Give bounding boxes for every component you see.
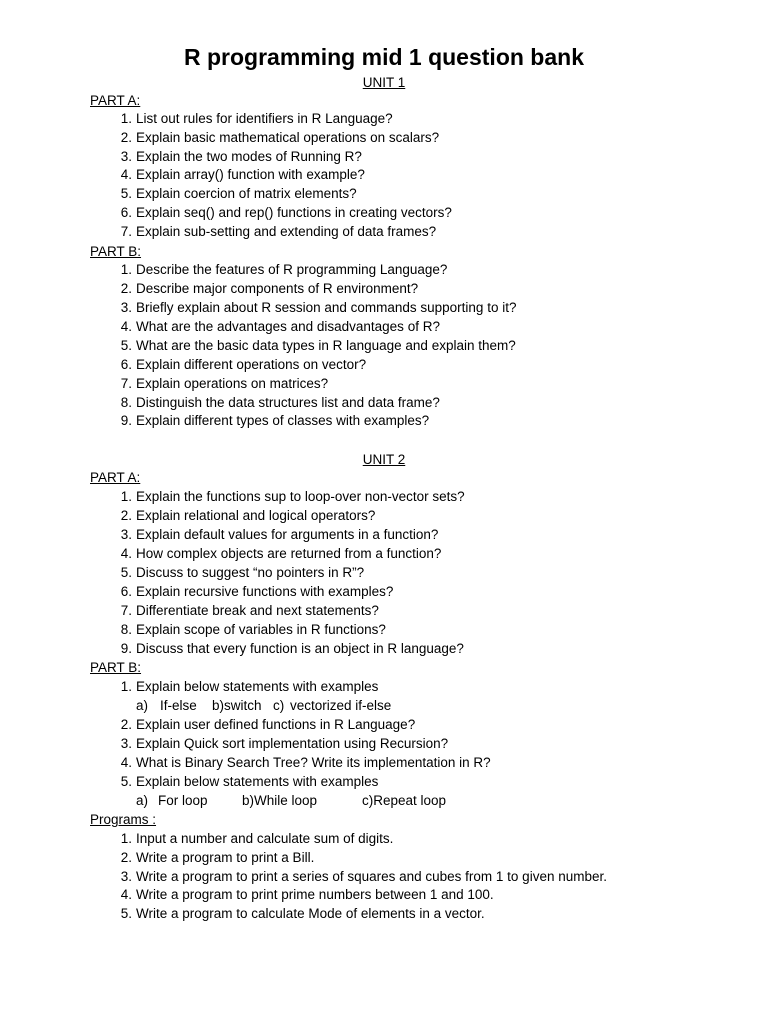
unit2-part-a-label: PART A: — [90, 470, 141, 485]
sub-item-for-loop: For loop — [158, 793, 208, 808]
unit1-part-b-label: PART B: — [90, 244, 142, 259]
unit1-part-a-label: PART A: — [90, 93, 141, 108]
sub-item-switch: b)switch — [212, 698, 262, 713]
unit2-heading: UNIT 2 — [362, 452, 406, 467]
sub-item-repeat-loop: c)Repeat loop — [362, 793, 447, 808]
programs-label: Programs : — [90, 812, 157, 827]
sub-item-while-loop: b)While loop — [242, 793, 318, 808]
sub-item-if-else: If-else — [160, 698, 197, 713]
unit2-part-b-label: PART B: — [90, 660, 142, 675]
sub-item-a: a) — [136, 793, 149, 808]
sub-item-a: a) — [136, 698, 149, 713]
document-page: R programming mid 1 question bank UNIT 1 PART A: 1. List out rules for identifiers in R Language? 2. Explain basic mathematical operations on scalars? 3. Explain the two modes of Running R? 4. Explain array() function with example? 5. Explain coercion of matrix elements? 6. Explain seq() and rep() functions in creating vectors? 7. Explain sub-setting and extending of data frames? PART B: 1. Describe the features of R programming Language? 2. Describe major components of R environment? 3. Briefly explain about R session and commands supporting to it? 4. What are the advantages and disadvantages of R? 5. What are the basic data types in R language and explain them? 6. Explain different operations on vector? 7. Explain operations on matrices? 8. Distinguish the data structures list and data frame? 9. Explain different types of classes with examples? UNIT 2 PART A: 1. Explain the functions sup to loop-over non-vector sets? 2. Explain relational and logical operators? 3. Explain default values for arguments in a function? 4. How complex objects are returned from a function? 5. Discuss to suggest “no pointers in R”? 6. Explain recursive functions with examples? 7. Differentiate break and next statements? 8. Explain scope of variables in R functions? 9. Discuss that every function is an object in R language? PART B: 1. Explain below statements with examples a) If-else b)switch c) vectorized if-else 2. Explain user defined functions in R Language? 3. Explain Quick sort implementation using Recursion? 4. What is Binary Search Tree? Write its implementation in R? 5. Explain below statements with examples a) For loop b)While loop c)Repeat loop Programs : 1. Input a number and calculate sum of digits. 2. Write a program to print a Bill. 3. Write a program to print a series of squares and cubes from 1 to given number. 4. Write a program to print prime numbers between 1 and 100. 5. Write a program to calculate Mode of elements in a vector. — [0, 0, 768, 1024]
document-title: R programming mid 1 question bank — [184, 44, 584, 70]
unit1-heading: UNIT 1 — [362, 75, 406, 90]
sub-item-vectorized: vectorized if-else — [290, 698, 392, 713]
sub-item-c: c) — [273, 698, 285, 713]
